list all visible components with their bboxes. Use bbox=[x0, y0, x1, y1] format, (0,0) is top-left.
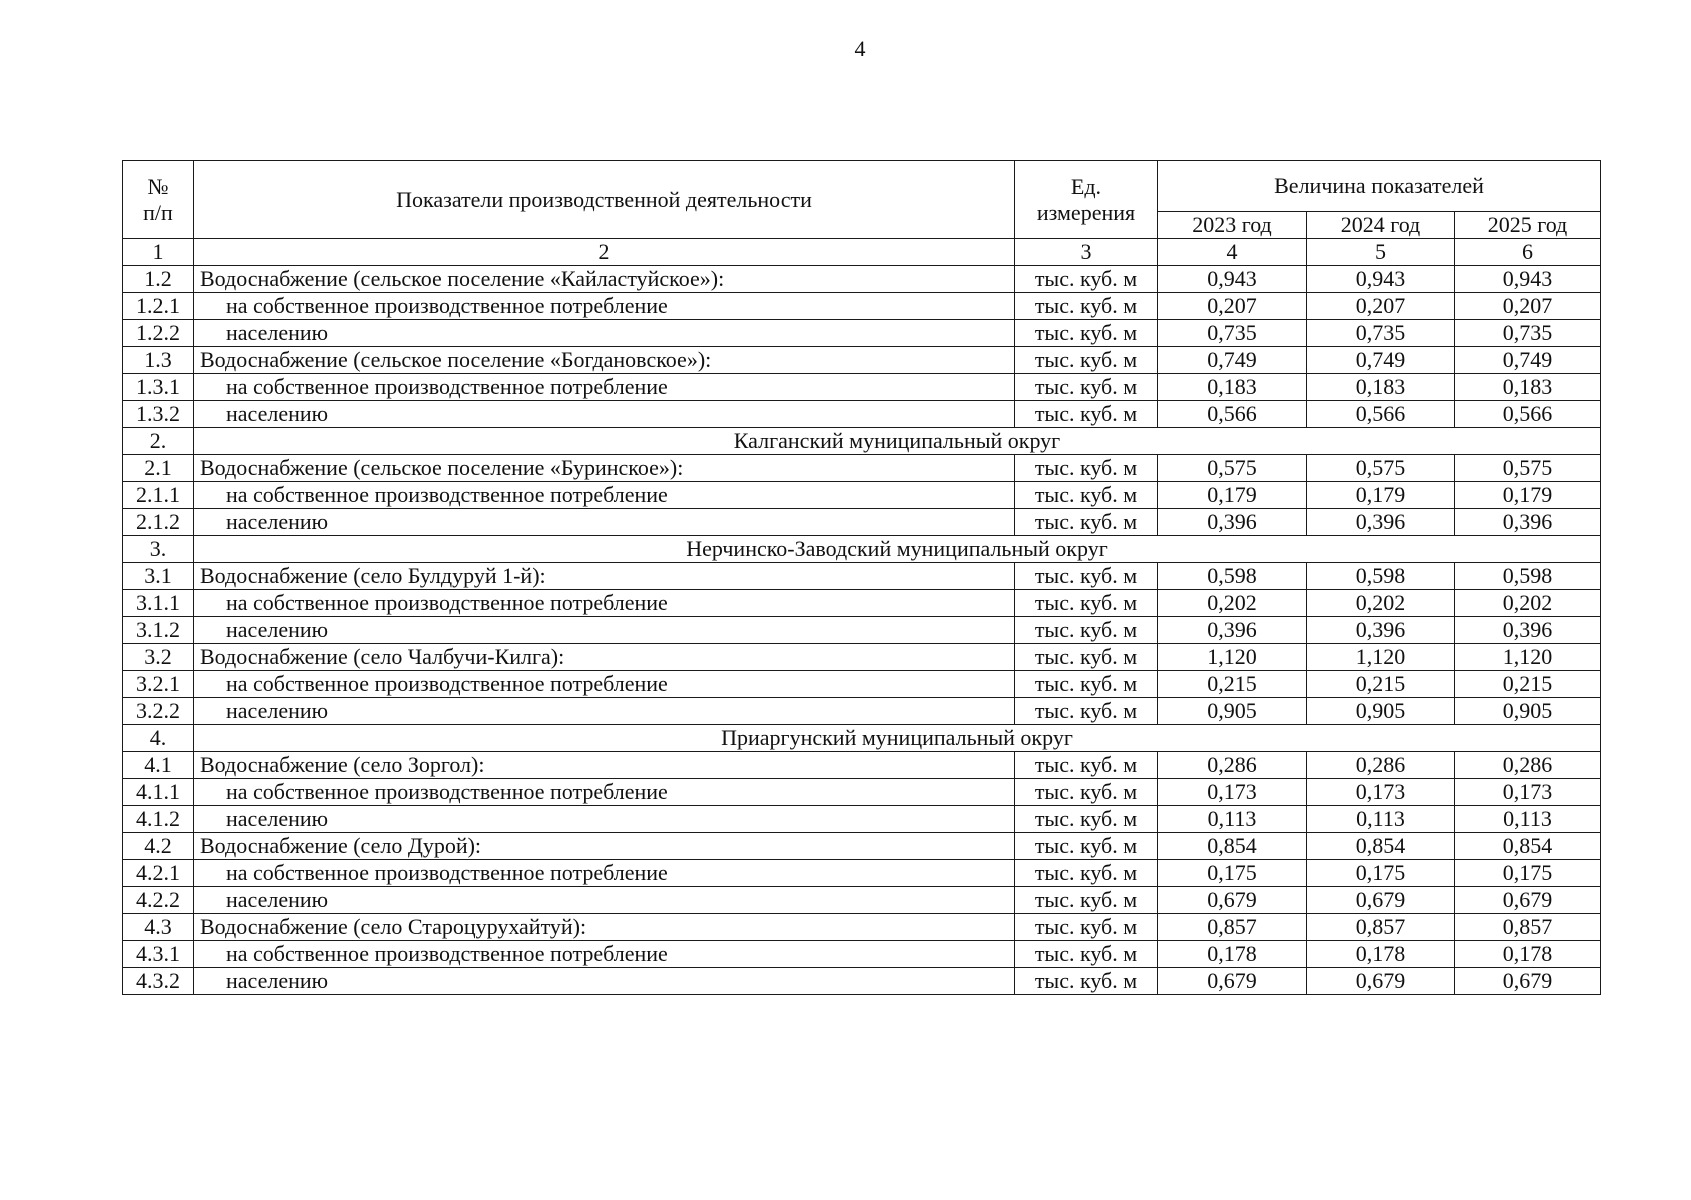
value-2025: 0,749 bbox=[1455, 347, 1601, 374]
value-2023: 0,943 bbox=[1158, 266, 1307, 293]
value-2024: 0,202 bbox=[1307, 590, 1455, 617]
value-2023: 0,566 bbox=[1158, 401, 1307, 428]
value-2023: 0,286 bbox=[1158, 752, 1307, 779]
value-2025: 0,173 bbox=[1455, 779, 1601, 806]
value-2025: 0,207 bbox=[1455, 293, 1601, 320]
value-2025: 0,679 bbox=[1455, 887, 1601, 914]
value-2024: 0,173 bbox=[1307, 779, 1455, 806]
value-2023: 0,679 bbox=[1158, 968, 1307, 995]
unit-cell: тыс. куб. м bbox=[1015, 347, 1158, 374]
value-2024: 0,679 bbox=[1307, 968, 1455, 995]
unit-cell: тыс. куб. м bbox=[1015, 401, 1158, 428]
column-number: 5 bbox=[1307, 239, 1455, 266]
column-numbers-row bbox=[123, 239, 1601, 266]
value-2023: 1,120 bbox=[1158, 644, 1307, 671]
value-2024: 0,178 bbox=[1307, 941, 1455, 968]
unit-cell: тыс. куб. м bbox=[1015, 914, 1158, 941]
row-number: 1.2.1 bbox=[123, 293, 194, 320]
row-number: 2.1 bbox=[123, 455, 194, 482]
header-year-2023: 2023 год bbox=[1158, 212, 1307, 239]
unit-cell: тыс. куб. м bbox=[1015, 563, 1158, 590]
value-2023: 0,905 bbox=[1158, 698, 1307, 725]
row-number: 2. bbox=[123, 428, 194, 455]
unit-cell: тыс. куб. м bbox=[1015, 779, 1158, 806]
value-2023: 0,749 bbox=[1158, 347, 1307, 374]
column-number: 3 bbox=[1015, 239, 1158, 266]
header-values-group: Величина показателей bbox=[1158, 161, 1601, 212]
row-number: 4.1 bbox=[123, 752, 194, 779]
row-number: 3. bbox=[123, 536, 194, 563]
table-body bbox=[123, 266, 1601, 995]
value-2023: 0,202 bbox=[1158, 590, 1307, 617]
value-2025: 0,179 bbox=[1455, 482, 1601, 509]
row-number: 4.2.2 bbox=[123, 887, 194, 914]
value-2025: 0,396 bbox=[1455, 617, 1601, 644]
table-row bbox=[123, 482, 1601, 509]
value-2023: 0,207 bbox=[1158, 293, 1307, 320]
table-row bbox=[123, 644, 1601, 671]
table-row bbox=[123, 401, 1601, 428]
unit-cell: тыс. куб. м bbox=[1015, 374, 1158, 401]
header-year-2024: 2024 год bbox=[1307, 212, 1455, 239]
value-2023: 0,396 bbox=[1158, 617, 1307, 644]
table-row bbox=[123, 968, 1601, 995]
table-row bbox=[123, 590, 1601, 617]
value-2025: 0,598 bbox=[1455, 563, 1601, 590]
table-row bbox=[123, 914, 1601, 941]
value-2025: 0,575 bbox=[1455, 455, 1601, 482]
table-row bbox=[123, 617, 1601, 644]
header-num: № п/п bbox=[123, 161, 194, 239]
table-row bbox=[123, 941, 1601, 968]
row-number: 4.1.2 bbox=[123, 806, 194, 833]
value-2024: 0,598 bbox=[1307, 563, 1455, 590]
row-number: 4.1.1 bbox=[123, 779, 194, 806]
table-row bbox=[123, 320, 1601, 347]
row-number: 3.1.2 bbox=[123, 617, 194, 644]
row-number: 1.2.2 bbox=[123, 320, 194, 347]
value-2023: 0,183 bbox=[1158, 374, 1307, 401]
value-2024: 0,396 bbox=[1307, 617, 1455, 644]
indicator-name: населению bbox=[194, 509, 1015, 536]
table-row bbox=[123, 833, 1601, 860]
value-2023: 0,396 bbox=[1158, 509, 1307, 536]
table-row bbox=[123, 347, 1601, 374]
indicator-name: населению bbox=[194, 887, 1015, 914]
row-number: 3.2.2 bbox=[123, 698, 194, 725]
value-2023: 0,735 bbox=[1158, 320, 1307, 347]
value-2025: 0,566 bbox=[1455, 401, 1601, 428]
section-row bbox=[123, 725, 1601, 752]
value-2024: 0,183 bbox=[1307, 374, 1455, 401]
value-2024: 0,575 bbox=[1307, 455, 1455, 482]
row-number: 1.3.2 bbox=[123, 401, 194, 428]
indicator-name: Водоснабжение (сельское поселение «Кайластуйское»): bbox=[194, 266, 1015, 293]
value-2023: 0,113 bbox=[1158, 806, 1307, 833]
value-2023: 0,575 bbox=[1158, 455, 1307, 482]
value-2025: 0,396 bbox=[1455, 509, 1601, 536]
row-number: 1.3 bbox=[123, 347, 194, 374]
table-header bbox=[123, 161, 1601, 266]
row-number: 4.2 bbox=[123, 833, 194, 860]
section-row bbox=[123, 428, 1601, 455]
unit-cell: тыс. куб. м bbox=[1015, 887, 1158, 914]
value-2025: 0,183 bbox=[1455, 374, 1601, 401]
table-row bbox=[123, 779, 1601, 806]
unit-cell: тыс. куб. м bbox=[1015, 320, 1158, 347]
unit-cell: тыс. куб. м bbox=[1015, 644, 1158, 671]
header-indicator: Показатели производственной деятельности bbox=[194, 161, 1015, 239]
value-2023: 0,857 bbox=[1158, 914, 1307, 941]
column-number: 6 bbox=[1455, 239, 1601, 266]
indicator-name: населению bbox=[194, 806, 1015, 833]
unit-cell: тыс. куб. м bbox=[1015, 482, 1158, 509]
value-2023: 0,179 bbox=[1158, 482, 1307, 509]
column-number: 2 bbox=[194, 239, 1015, 266]
unit-cell: тыс. куб. м bbox=[1015, 833, 1158, 860]
row-number: 3.2 bbox=[123, 644, 194, 671]
indicator-name: населению bbox=[194, 617, 1015, 644]
row-number: 2.1.1 bbox=[123, 482, 194, 509]
indicator-name: Водоснабжение (село Дурой): bbox=[194, 833, 1015, 860]
indicator-name: на собственное производственное потребление bbox=[194, 293, 1015, 320]
value-2025: 0,286 bbox=[1455, 752, 1601, 779]
row-number: 3.1 bbox=[123, 563, 194, 590]
table-row bbox=[123, 698, 1601, 725]
value-2025: 1,120 bbox=[1455, 644, 1601, 671]
indicator-name: на собственное производственное потребление bbox=[194, 374, 1015, 401]
table-row bbox=[123, 293, 1601, 320]
row-number: 3.2.1 bbox=[123, 671, 194, 698]
page-number: 4 bbox=[854, 36, 866, 61]
row-number: 2.1.2 bbox=[123, 509, 194, 536]
value-2023: 0,215 bbox=[1158, 671, 1307, 698]
unit-cell: тыс. куб. м bbox=[1015, 968, 1158, 995]
value-2024: 0,749 bbox=[1307, 347, 1455, 374]
row-number: 4.3.2 bbox=[123, 968, 194, 995]
value-2025: 0,905 bbox=[1455, 698, 1601, 725]
row-number: 4.2.1 bbox=[123, 860, 194, 887]
row-number: 1.3.1 bbox=[123, 374, 194, 401]
table-row bbox=[123, 455, 1601, 482]
value-2025: 0,178 bbox=[1455, 941, 1601, 968]
value-2024: 0,175 bbox=[1307, 860, 1455, 887]
value-2025: 0,202 bbox=[1455, 590, 1601, 617]
value-2024: 0,566 bbox=[1307, 401, 1455, 428]
value-2023: 0,178 bbox=[1158, 941, 1307, 968]
table-row bbox=[123, 563, 1601, 590]
indicator-name: на собственное производственное потребление bbox=[194, 860, 1015, 887]
indicator-name: на собственное производственное потребление bbox=[194, 482, 1015, 509]
indicator-name: Водоснабжение (сельское поселение «Богдановское»): bbox=[194, 347, 1015, 374]
indicator-name: Водоснабжение (село Булдуруй 1-й): bbox=[194, 563, 1015, 590]
value-2025: 0,679 bbox=[1455, 968, 1601, 995]
value-2023: 0,175 bbox=[1158, 860, 1307, 887]
row-number: 4.3 bbox=[123, 914, 194, 941]
indicator-name: Водоснабжение (сельское поселение «Буринское»): bbox=[194, 455, 1015, 482]
value-2024: 1,120 bbox=[1307, 644, 1455, 671]
indicators-table bbox=[122, 160, 1601, 995]
table-row bbox=[123, 806, 1601, 833]
value-2024: 0,215 bbox=[1307, 671, 1455, 698]
row-number: 4. bbox=[123, 725, 194, 752]
value-2025: 0,735 bbox=[1455, 320, 1601, 347]
value-2025: 0,215 bbox=[1455, 671, 1601, 698]
value-2024: 0,943 bbox=[1307, 266, 1455, 293]
value-2023: 0,679 bbox=[1158, 887, 1307, 914]
value-2023: 0,173 bbox=[1158, 779, 1307, 806]
column-number: 4 bbox=[1158, 239, 1307, 266]
unit-cell: тыс. куб. м bbox=[1015, 509, 1158, 536]
table-row bbox=[123, 860, 1601, 887]
unit-cell: тыс. куб. м bbox=[1015, 455, 1158, 482]
table-row bbox=[123, 509, 1601, 536]
unit-cell: тыс. куб. м bbox=[1015, 698, 1158, 725]
value-2024: 0,286 bbox=[1307, 752, 1455, 779]
table-row bbox=[123, 374, 1601, 401]
value-2024: 0,396 bbox=[1307, 509, 1455, 536]
row-number: 4.3.1 bbox=[123, 941, 194, 968]
section-title: Калганский муниципальный округ bbox=[194, 428, 1601, 455]
value-2024: 0,679 bbox=[1307, 887, 1455, 914]
unit-cell: тыс. куб. м bbox=[1015, 590, 1158, 617]
row-number: 1.2 bbox=[123, 266, 194, 293]
indicator-name: на собственное производственное потребление bbox=[194, 671, 1015, 698]
value-2024: 0,905 bbox=[1307, 698, 1455, 725]
indicator-name: на собственное производственное потребление bbox=[194, 590, 1015, 617]
header-unit: Ед. измерения bbox=[1015, 161, 1158, 239]
value-2025: 0,943 bbox=[1455, 266, 1601, 293]
value-2024: 0,854 bbox=[1307, 833, 1455, 860]
value-2023: 0,598 bbox=[1158, 563, 1307, 590]
unit-cell: тыс. куб. м bbox=[1015, 293, 1158, 320]
unit-cell: тыс. куб. м bbox=[1015, 617, 1158, 644]
section-title: Приаргунский муниципальный округ bbox=[194, 725, 1601, 752]
indicator-name: на собственное производственное потребление bbox=[194, 779, 1015, 806]
indicator-name: населению bbox=[194, 320, 1015, 347]
value-2025: 0,857 bbox=[1455, 914, 1601, 941]
column-number: 1 bbox=[123, 239, 194, 266]
value-2024: 0,179 bbox=[1307, 482, 1455, 509]
table-row bbox=[123, 887, 1601, 914]
row-number: 3.1.1 bbox=[123, 590, 194, 617]
indicator-name: населению bbox=[194, 698, 1015, 725]
section-title: Нерчинско-Заводский муниципальный округ bbox=[194, 536, 1601, 563]
value-2025: 0,113 bbox=[1455, 806, 1601, 833]
value-2023: 0,854 bbox=[1158, 833, 1307, 860]
value-2025: 0,854 bbox=[1455, 833, 1601, 860]
value-2024: 0,207 bbox=[1307, 293, 1455, 320]
indicator-name: населению bbox=[194, 401, 1015, 428]
unit-cell: тыс. куб. м bbox=[1015, 671, 1158, 698]
indicator-name: Водоснабжение (село Зоргол): bbox=[194, 752, 1015, 779]
indicator-name: Водоснабжение (село Чалбучи-Килга): bbox=[194, 644, 1015, 671]
indicator-name: Водоснабжение (село Староцурухайтуй): bbox=[194, 914, 1015, 941]
indicator-name: населению bbox=[194, 968, 1015, 995]
table-row bbox=[123, 266, 1601, 293]
header-year-2025: 2025 год bbox=[1455, 212, 1601, 239]
unit-cell: тыс. куб. м bbox=[1015, 752, 1158, 779]
value-2024: 0,857 bbox=[1307, 914, 1455, 941]
unit-cell: тыс. куб. м bbox=[1015, 806, 1158, 833]
value-2024: 0,113 bbox=[1307, 806, 1455, 833]
unit-cell: тыс. куб. м bbox=[1015, 860, 1158, 887]
indicator-name: на собственное производственное потребление bbox=[194, 941, 1015, 968]
table-row bbox=[123, 671, 1601, 698]
value-2025: 0,175 bbox=[1455, 860, 1601, 887]
section-row bbox=[123, 536, 1601, 563]
value-2024: 0,735 bbox=[1307, 320, 1455, 347]
unit-cell: тыс. куб. м bbox=[1015, 941, 1158, 968]
unit-cell: тыс. куб. м bbox=[1015, 266, 1158, 293]
table-row bbox=[123, 752, 1601, 779]
